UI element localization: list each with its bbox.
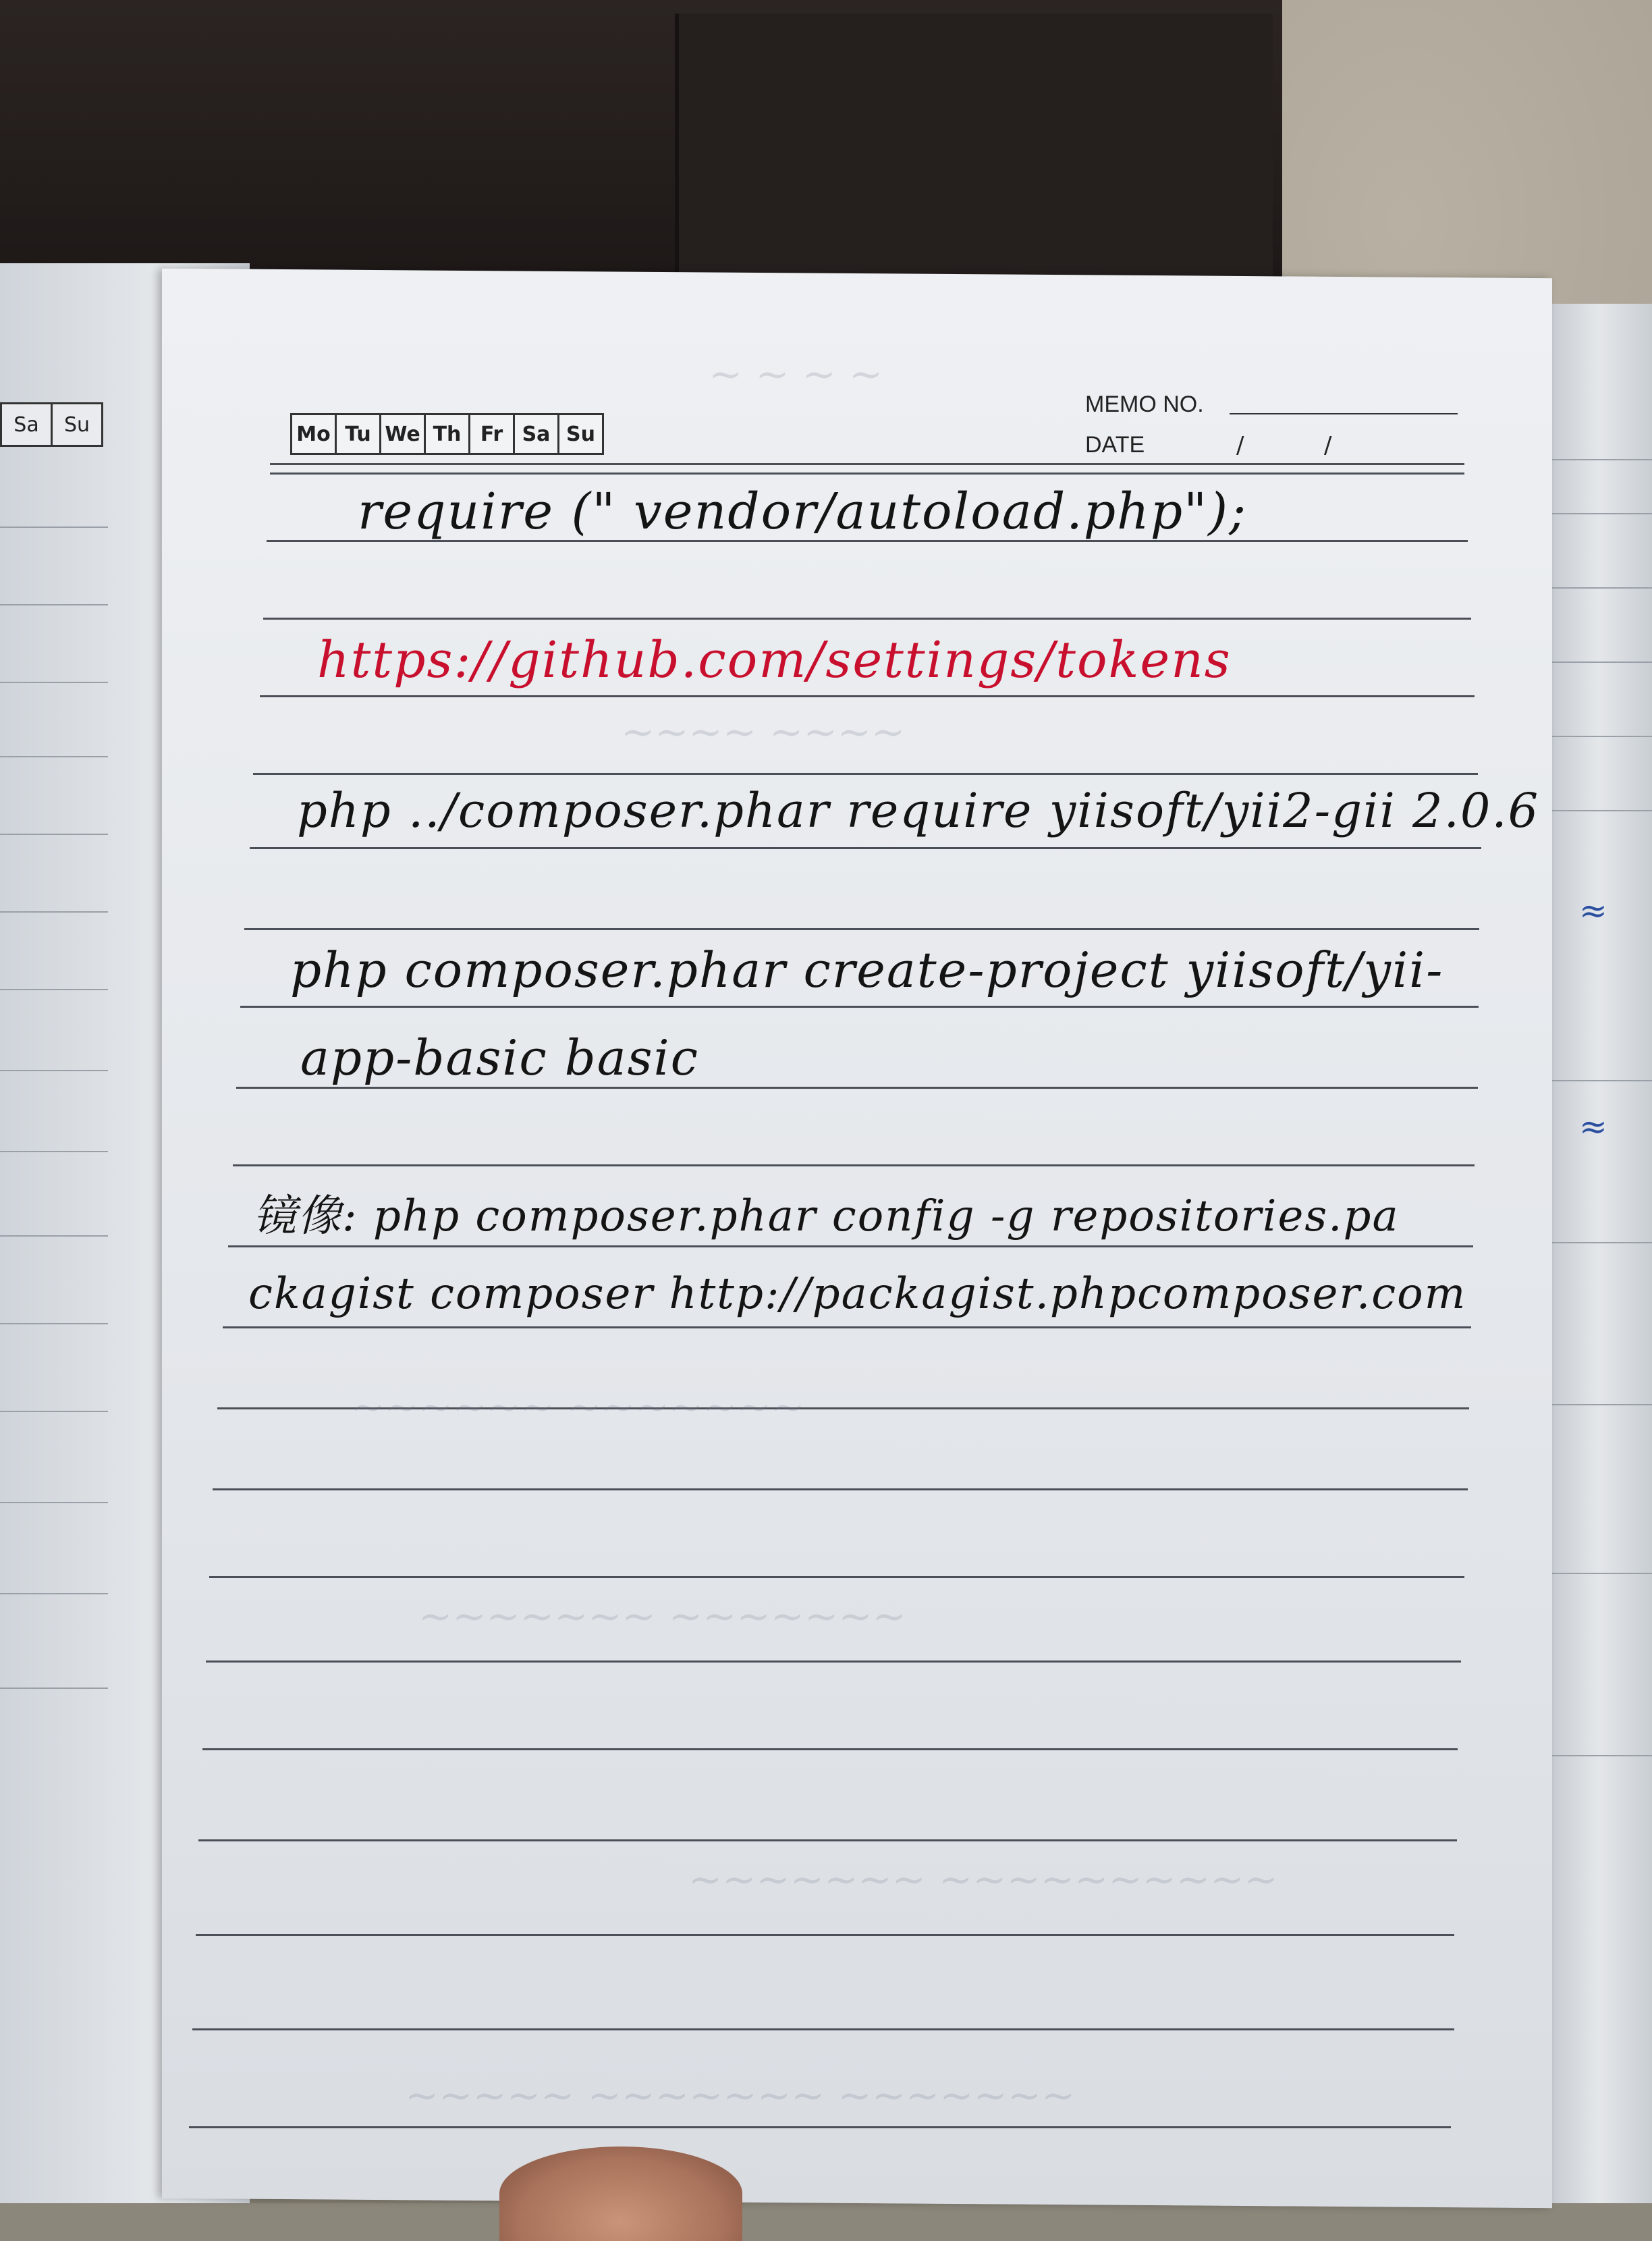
- edge-rule: [1552, 1242, 1652, 1243]
- left-rule: [0, 756, 108, 757]
- page-rule: [223, 1326, 1471, 1328]
- page-rule: [228, 1245, 1473, 1247]
- weekday-su: Su: [557, 415, 602, 453]
- page-rule: [244, 928, 1479, 930]
- left-rule: [0, 911, 108, 913]
- page-rule: [213, 1488, 1468, 1490]
- weekday-tu: Tu: [335, 415, 379, 453]
- show-through-scribble: ~~~~~~~ ~~~~~~~~~~: [688, 1856, 1278, 1904]
- page-rule: [202, 1748, 1458, 1750]
- right-page-stack: [1545, 304, 1652, 2203]
- thumb: [499, 2146, 742, 2241]
- weekday-th: Th: [424, 415, 468, 453]
- edge-blue-scribble: ≈: [1579, 891, 1607, 930]
- handwritten-line-create-project-cont: app-basic basic: [300, 1029, 699, 1086]
- handwritten-line-github-url: https://github.com/settings/tokens: [317, 631, 1232, 689]
- dark-notebook-back: [675, 14, 1273, 310]
- page-rule: [253, 773, 1478, 775]
- left-weekday-su: Su: [51, 404, 101, 445]
- left-rule: [0, 1235, 108, 1237]
- page-rule: [198, 1839, 1457, 1841]
- page-rule: [240, 1006, 1479, 1008]
- left-weekday-box: [0, 402, 103, 447]
- date-separator: /: [1324, 432, 1332, 459]
- edge-rule: [1552, 736, 1652, 737]
- edge-blue-scribble: ≈: [1579, 1107, 1607, 1146]
- handwritten-line-mirror-config-cont: ckagist composer http://packagist.phpcomposer.com: [248, 1269, 1467, 1319]
- edge-rule: [1552, 1755, 1652, 1756]
- weekday-fr: Fr: [468, 415, 513, 453]
- header-rule: [270, 463, 1464, 465]
- handwritten-line-mirror-config: 镜像: php composer.phar config -g repositories.pa: [253, 1191, 1400, 1241]
- date-label: DATE: [1085, 432, 1145, 458]
- left-rule: [0, 1070, 108, 1071]
- page-rule: [209, 1576, 1464, 1578]
- show-through-scribble: ~ ~ ~ ~: [709, 351, 883, 398]
- show-through-scribble: ~~~~~~~ ~~~~~~~: [418, 1593, 906, 1640]
- memo-field-line: [1230, 413, 1458, 414]
- left-rule: [0, 682, 108, 683]
- edge-rule: [1552, 1404, 1652, 1405]
- left-rule: [0, 526, 108, 528]
- page-rule: [196, 1934, 1454, 1936]
- left-weekday-sa: Sa: [0, 404, 51, 445]
- weekday-box: [290, 413, 604, 455]
- left-rule: [0, 1411, 108, 1412]
- weekday-sa: Sa: [513, 415, 557, 453]
- edge-rule: [1552, 810, 1652, 811]
- show-through-scribble: ~~~~ ~~~~: [621, 709, 906, 756]
- left-rule: [0, 1502, 108, 1503]
- page-rule: [192, 2028, 1454, 2030]
- left-rule: [0, 1323, 108, 1324]
- page-rule: [263, 618, 1471, 620]
- show-through-scribble: ~~~~~ ~~~~~~~ ~~~~~~~: [405, 2072, 1076, 2120]
- weekday-mo: Mo: [296, 422, 331, 446]
- edge-rule: [1552, 459, 1652, 460]
- left-rule: [0, 1688, 108, 1689]
- edge-rule: [1552, 587, 1652, 589]
- edge-rule: [1552, 662, 1652, 663]
- page-rule: [189, 2126, 1451, 2128]
- page-rule: [233, 1164, 1475, 1166]
- left-rule: [0, 1593, 108, 1594]
- edge-rule: [1552, 513, 1652, 514]
- page-rule: [206, 1660, 1461, 1663]
- edge-rule: [1552, 1080, 1652, 1081]
- page-rule: [260, 695, 1475, 697]
- left-rule: [0, 604, 108, 605]
- show-through-scribble: ~~~~~~ ~~~~~~~: [351, 1384, 805, 1431]
- memo-label: MEMO NO.: [1085, 392, 1204, 417]
- left-rule: [0, 834, 108, 835]
- weekday-we: We: [379, 415, 424, 453]
- edge-rule: [1552, 1573, 1652, 1574]
- left-rule: [0, 1151, 108, 1152]
- handwritten-line-require: require (" vendor/autoload.php");: [358, 483, 1248, 541]
- handwritten-line-require-gii: php ../composer.phar require yiisoft/yii2-gii 2.0.6: [297, 783, 1540, 838]
- date-separator: /: [1236, 432, 1244, 459]
- handwritten-line-create-project: php composer.phar create-project yiisoft/yii-: [290, 942, 1444, 998]
- left-rule: [0, 989, 108, 990]
- page-rule: [250, 847, 1481, 849]
- page-rule: [236, 1087, 1478, 1089]
- header-rule: [270, 473, 1464, 475]
